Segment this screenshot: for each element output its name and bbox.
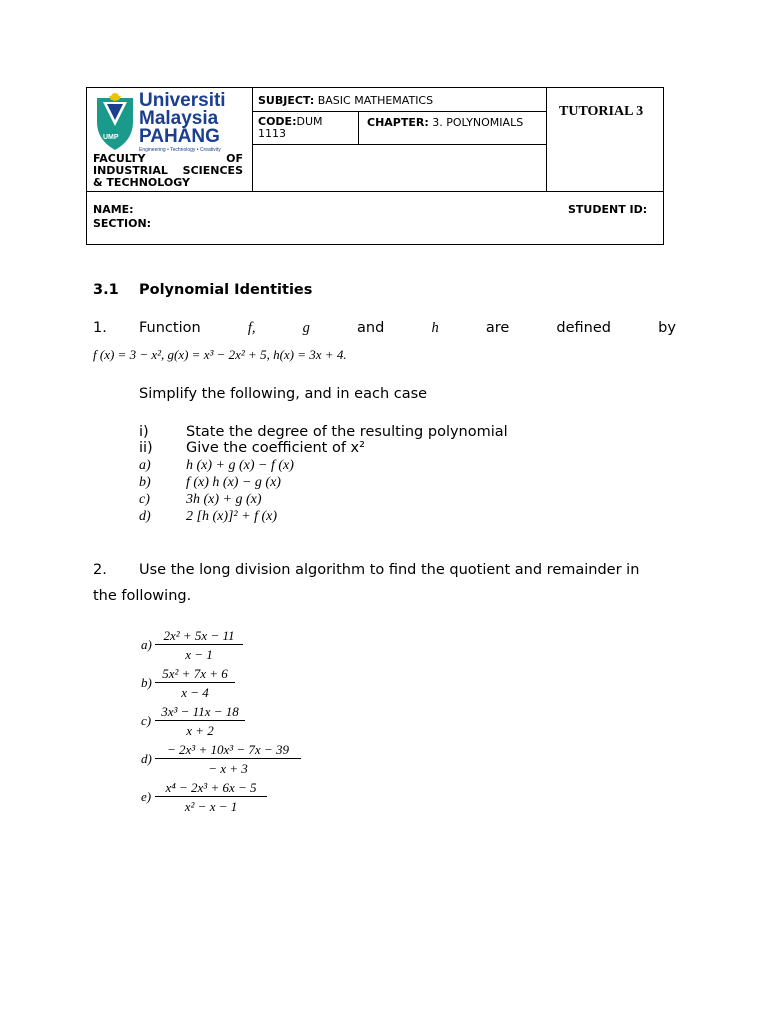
q1-word: Function bbox=[139, 320, 201, 336]
part-label: a) bbox=[139, 458, 151, 473]
divider bbox=[252, 144, 546, 145]
code-field bbox=[258, 116, 353, 140]
q1-word: are bbox=[485, 320, 510, 336]
fraction-denominator: x² − x − 1 bbox=[184, 799, 238, 814]
university-logo bbox=[93, 92, 248, 152]
q2-text-line-1: Use the long division algorithm to find the quotient and remainder in bbox=[139, 562, 640, 578]
q1-number: 1. bbox=[93, 320, 107, 336]
fraction-label: b) bbox=[141, 675, 152, 690]
section-title: Polynomial Identities bbox=[139, 282, 313, 298]
code-value: DUM 1113 bbox=[258, 115, 323, 140]
fraction-numerator: x⁴ − 2x³ + 6x − 5 bbox=[155, 779, 267, 797]
fraction-denominator: x − 4 bbox=[181, 685, 209, 700]
fraction-label: e) bbox=[141, 789, 152, 804]
q2-number: 2. bbox=[93, 562, 107, 578]
q1-word: h bbox=[431, 320, 439, 336]
fraction-label: c) bbox=[141, 713, 152, 728]
subject-value: BASIC MATHEMATICS bbox=[317, 94, 434, 107]
q1-definition: f (x) = 3 − x², g(x) = x³ − 2x² + 5, h(x) = 3x + 4. bbox=[93, 347, 347, 362]
fraction-numerator: 5x² + 7x + 6 bbox=[155, 665, 235, 683]
task-label: ii) bbox=[139, 440, 153, 456]
fraction-numerator: 2x² + 5x − 11 bbox=[155, 627, 243, 645]
code-label: CODE: bbox=[258, 115, 297, 128]
tutorial-title: TUTORIAL 3 bbox=[559, 104, 644, 119]
chapter-value: 3. POLYNOMIALS bbox=[432, 116, 524, 129]
fraction-label: a) bbox=[141, 637, 152, 652]
q1-word: defined bbox=[556, 320, 611, 336]
task-text: Give the coefficient of x² bbox=[186, 440, 365, 456]
task-label: i) bbox=[139, 424, 149, 440]
divider bbox=[87, 191, 663, 192]
part-label: c) bbox=[139, 492, 150, 507]
header-table bbox=[86, 87, 664, 245]
fraction-numerator: 3x³ − 11x − 18 bbox=[155, 703, 245, 721]
divider bbox=[252, 111, 546, 112]
fraction-denominator: x − 1 bbox=[185, 647, 213, 662]
divider bbox=[358, 111, 359, 144]
name-label: NAME: bbox=[93, 203, 134, 216]
divider bbox=[252, 88, 253, 191]
shield-label: UMP bbox=[103, 134, 119, 141]
logo-tagline: Engineering • Technology • Creativity bbox=[139, 147, 221, 153]
q2-text-line-2: the following. bbox=[93, 588, 192, 604]
section-label: SECTION: bbox=[93, 217, 152, 230]
section-number: 3.1 bbox=[93, 282, 119, 298]
chapter-label: CHAPTER: bbox=[367, 116, 429, 129]
part-label: b) bbox=[139, 475, 151, 490]
divider bbox=[546, 88, 547, 191]
part-expression: f (x) h (x) − g (x) bbox=[186, 475, 281, 490]
subject-label: SUBJECT: bbox=[258, 94, 315, 107]
student-id-label: STUDENT ID: bbox=[568, 203, 648, 216]
q1-word: f, bbox=[247, 320, 256, 336]
q1-word: and bbox=[357, 320, 385, 336]
fraction-denominator: − x + 3 bbox=[208, 761, 248, 776]
logo-line-1: Universiti bbox=[139, 90, 226, 111]
chapter-field bbox=[367, 117, 523, 129]
logo-line-3: PAHANG bbox=[139, 126, 220, 147]
part-expression: h (x) + g (x) − f (x) bbox=[186, 458, 294, 473]
q1-intro bbox=[139, 320, 676, 337]
part-expression: 3h (x) + g (x) bbox=[186, 492, 262, 507]
part-label: d) bbox=[139, 509, 151, 524]
faculty-name: FACULTY OF INDUSTRIAL SCIENCES & TECHNOLOGY bbox=[93, 152, 243, 189]
fraction-label: d) bbox=[141, 751, 152, 766]
fraction-numerator: − 2x³ + 10x³ − 7x − 39 bbox=[155, 741, 301, 759]
ump-shield-icon bbox=[93, 92, 137, 152]
q1-word: by bbox=[658, 320, 676, 336]
q1-word: g bbox=[302, 320, 310, 336]
task-text: State the degree of the resulting polynomial bbox=[186, 424, 508, 440]
part-expression: 2 [h (x)]² + f (x) bbox=[186, 509, 278, 524]
fraction-denominator: x + 2 bbox=[186, 723, 214, 738]
q1-instruction: Simplify the following, and in each case bbox=[139, 386, 428, 402]
subject-field bbox=[258, 95, 433, 107]
logo-line-2: Malaysia bbox=[139, 108, 219, 129]
